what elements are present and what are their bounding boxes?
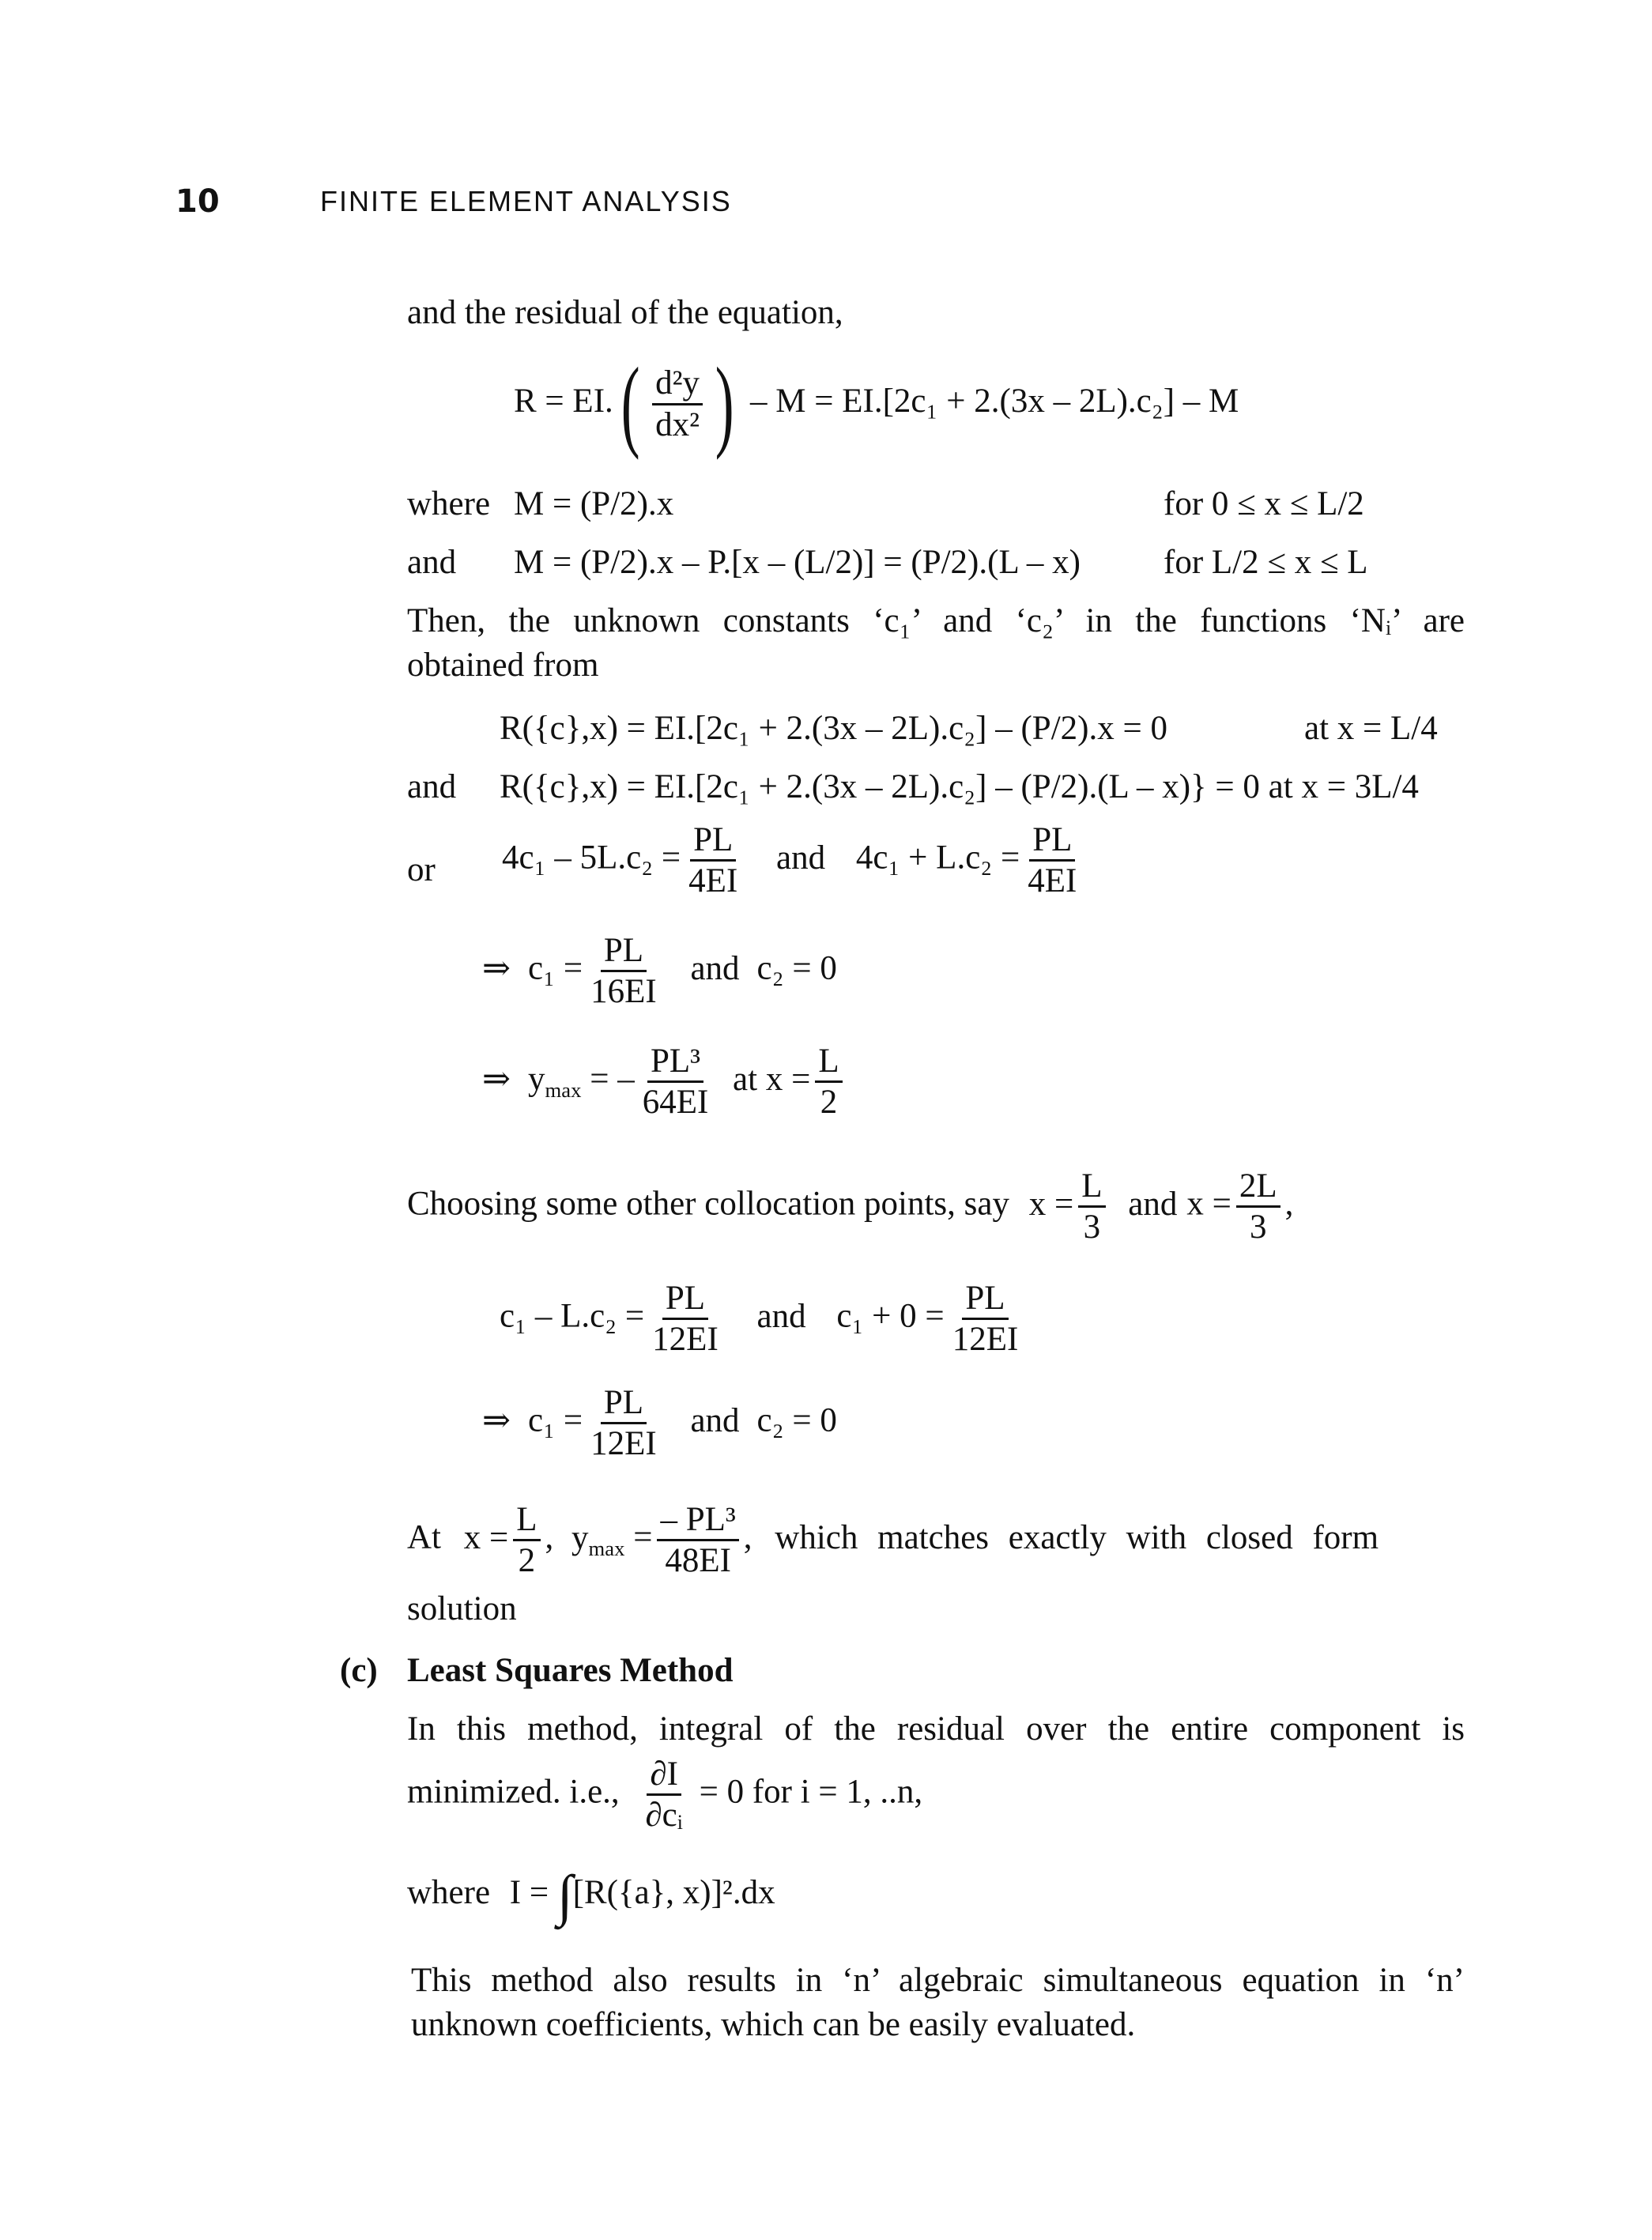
c2-value: c₂ = 0 [756,949,837,987]
fraction-denominator: 12EI [952,1321,1019,1359]
residual-eq-1: R({c},x) = EI.[2c₁ + 2.(3x – 2L).c₂] – (P/2).x = 0 [500,710,1167,747]
and-word: and [756,1297,806,1335]
y-symbol: y [528,1060,545,1098]
at-x: at x = [733,1060,811,1098]
fraction-denominator: ∂cᵢ [645,1797,683,1835]
left-paren: ( [620,347,640,461]
fraction-denominator: 64EI [642,1084,709,1122]
fraction-numerator: d²y [652,365,703,405]
fraction-numerator: PL [601,933,647,972]
fraction-denominator: 4EI [688,862,738,900]
comma: , [545,1518,554,1556]
fraction-numerator: – PL³ [657,1502,738,1541]
fraction-denominator: 12EI [652,1321,719,1359]
2l-over-3-fraction [1236,1168,1280,1245]
max-subscript: max [588,1537,625,1561]
pl-12ei-fraction [949,1280,1022,1357]
then-paragraph-line2: obtained from [407,647,599,684]
eq-lhs: 4c₁ + L.c₂ = [855,839,1020,877]
right-paren: ) [715,347,734,461]
and-word: and [1128,1185,1178,1223]
fraction-denominator: 3 [1083,1209,1101,1246]
l-over-2-fraction [513,1502,540,1578]
page-number: 10 [175,183,220,220]
fraction-denominator: dx² [655,405,700,443]
comma: , [743,1518,752,1556]
solution-word: solution [407,1590,517,1627]
c1-solution-2 [482,1385,837,1461]
then-paragraph-line1: Then, the unknown constants ‘c₁’ and ‘c₂’ in the functions ‘Nᵢ’ are [407,602,1465,639]
where-I-line [407,1864,775,1927]
equals-minus: = – [590,1060,635,1098]
or-label: or [407,851,436,888]
where-word: where [407,1873,491,1911]
pl-16ei-fraction [587,933,660,1009]
l-over-3-fraction [1078,1168,1105,1245]
fraction-denominator: 4EI [1028,862,1077,900]
minimized-text: minimized. i.e., [407,1773,620,1811]
equals: = [633,1518,653,1556]
and-word: and [776,839,826,877]
comma: , [1284,1185,1294,1223]
and-expression: M = (P/2).x – P.[x – (L/2)] = (P/2).(L – x) [514,544,1081,581]
residual-eq-2-label: and [407,768,457,805]
pl-4ei-fraction [685,822,741,899]
choosing-text: Choosing some other collocation points, say [407,1185,1009,1223]
at-word: At [407,1518,441,1556]
fraction-numerator: PL [601,1385,647,1424]
implies-arrow: ⇒ [482,1401,511,1439]
integral-sign: ∫ [556,1864,573,1927]
implies-arrow: ⇒ [482,1060,511,1098]
x-equals: x = [1186,1185,1231,1223]
residual-rhs: – M = EI.[2c₁ + 2.(3x – 2L).c₂] – M [750,382,1239,420]
ls-minimized-line [407,1756,922,1833]
section-label: (c) [340,1652,378,1689]
fraction-numerator: PL [1029,822,1075,862]
closing-line2: unknown coefficients, which can be easily evaluated. [411,2006,1136,2043]
integrand: [R({a}, x)]².dx [572,1873,775,1911]
fraction-numerator: L [1078,1168,1105,1208]
c2-value: c₂ = 0 [756,1401,837,1439]
eq-lhs: c₁ – L.c₂ = [500,1297,645,1335]
eq-lhs: c₁ + 0 = [836,1297,945,1335]
fraction-denominator: 12EI [590,1425,657,1463]
I-equals: I = [509,1873,549,1911]
fraction-numerator: PL³ [647,1043,703,1083]
fraction-numerator: PL [662,1280,708,1320]
fraction-denominator: 48EI [665,1542,731,1580]
x-equals: x = [463,1518,509,1556]
fraction-numerator: 2L [1236,1168,1280,1208]
c1-solution-1 [482,933,837,1009]
fraction-numerator: L [815,1043,842,1083]
max-subscript: max [545,1078,582,1103]
pl3-64ei-fraction [639,1043,712,1120]
where-range: for 0 ≤ x ≤ L/2 [1164,485,1364,522]
residual-lhs: R = EI. [514,382,613,420]
pl-12ei-fraction [649,1280,722,1357]
and-range: for L/2 ≤ x ≤ L [1164,544,1368,581]
neg-pl3-48ei-fraction [657,1502,738,1578]
fraction-numerator: L [513,1502,540,1541]
partial-derivative-fraction [642,1756,685,1833]
pl-4ei-fraction [1024,822,1080,899]
where-label: where [407,485,491,522]
or-equations [502,822,1084,899]
eq-lhs: c₁ = [528,1401,583,1439]
x-equals: x = [1028,1185,1074,1223]
fraction-denominator: 2 [518,1542,536,1580]
closed-form-text: which matches exactly with closed form [775,1518,1379,1556]
residual-eq-1-at: at x = L/4 [1304,710,1438,747]
where-expression: M = (P/2).x [514,485,674,522]
fraction-denominator: 2 [820,1084,838,1122]
equation-pair-2 [500,1280,1026,1357]
at-line [407,1502,1466,1578]
intro-text: and the residual of the equation, [407,294,843,331]
ymax-solution-1 [482,1043,847,1120]
pl-12ei-fraction [587,1385,660,1461]
eq-lhs: 4c₁ – 5L.c₂ = [502,839,681,877]
residual-equation [514,347,1239,461]
fraction-numerator: PL [690,822,736,862]
fraction-denominator: 3 [1250,1209,1267,1246]
eq-lhs: c₁ = [528,949,583,987]
y-symbol: y [571,1518,589,1556]
running-title: FINITE ELEMENT ANALYSIS [320,185,732,217]
fraction-numerator: PL [962,1280,1008,1320]
and-word: and [690,1401,740,1439]
closing-line1: This method also results in ‘n’ algebraic simultaneous equation in ‘n’ [411,1962,1465,1999]
d2y-dx2-fraction [652,365,703,442]
l-over-2-fraction [815,1043,842,1120]
and-label: and [407,544,457,581]
residual-eq-2: R({c},x) = EI.[2c₁ + 2.(3x – 2L).c₂] – (P/2).(L – x)} = 0 at x = 3L/4 [500,768,1419,805]
condition-text: = 0 for i = 1, ..n, [699,1773,923,1811]
choosing-line [407,1168,1293,1245]
ls-text-line1: In this method, integral of the residual over the entire component is [407,1710,1465,1748]
fraction-denominator: 16EI [590,973,657,1011]
implies-arrow: ⇒ [482,949,511,987]
and-word: and [690,949,740,987]
section-title: Least Squares Method [407,1652,734,1689]
fraction-numerator: ∂I [647,1756,681,1796]
